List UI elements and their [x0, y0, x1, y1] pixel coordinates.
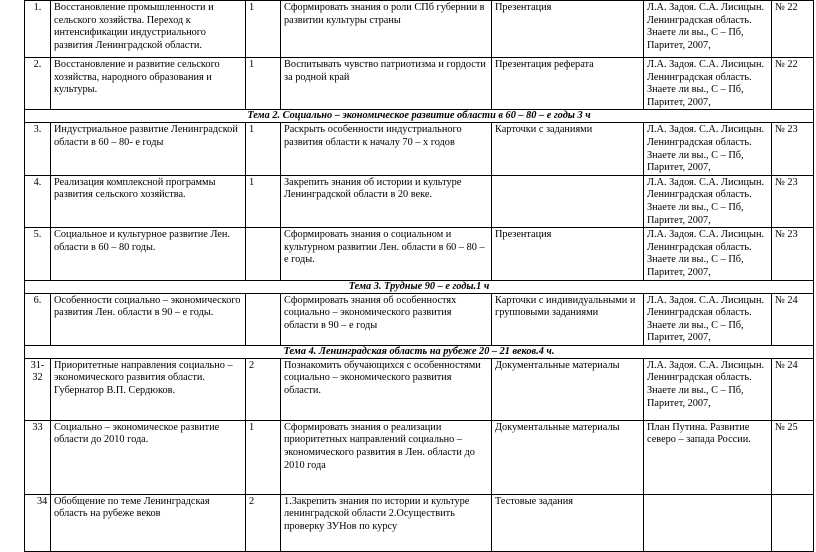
lesson-goal: Сформировать знания об особенностях социально – экономического развития области в 90 – е годы	[281, 293, 492, 345]
table-row	[25, 228, 814, 280]
lesson-source: План Путина. Развитие северо – запада России.	[644, 420, 772, 494]
lesson-goal: Познакомить обучающихся с особенностями социально – экономического развития области.	[281, 358, 492, 420]
lesson-ref: № 22	[772, 58, 814, 110]
lesson-number: 3.	[25, 123, 51, 175]
lesson-ref: № 23	[772, 228, 814, 280]
lesson-goal: Сформировать знания о реализации приоритетных направлений социально – экономического развития в Лен. области до 2010 года	[281, 420, 492, 494]
lesson-goal: Сформировать знания о роли СПб губернии в развитии культуры страны	[281, 1, 492, 58]
topic-heading: Тема 2. Социально – экономическое развитие области в 60 – 80 – е годы 3 ч	[25, 110, 814, 123]
lesson-goal: 1.Закрепить знания по истории и культуре ленинградской области 2.Осуществить проверку ЗУНов по курсу	[281, 494, 492, 551]
lesson-ref: № 23	[772, 175, 814, 227]
lesson-goal: Воспитывать чувство патриотизма и гордости за родной край	[281, 58, 492, 110]
lesson-source: Л.А. Задоя. С.А. Лисицын. Ленинградская область. Знаете ли вы., С – Пб, Паритет, 2007,	[644, 228, 772, 280]
lesson-source: Л.А. Задоя. С.А. Лисицын. Ленинградская область. Знаете ли вы., С – Пб, Паритет, 2007,	[644, 58, 772, 110]
lesson-form: Тестовые задания	[492, 494, 644, 551]
lesson-number: 1.	[25, 1, 51, 58]
lesson-form: Документальные материалы	[492, 358, 644, 420]
lesson-goal: Закрепить знания об истории и культуре Ленинградской области в 20 веке.	[281, 175, 492, 227]
lesson-form: Карточки с заданиями	[492, 123, 644, 175]
lesson-hours: 1	[246, 420, 281, 494]
lesson-goal: Раскрыть особенности индустриального развития области к началу 70 – х годов	[281, 123, 492, 175]
lesson-title: Социально – экономическое развитие области до 2010 года.	[51, 420, 246, 494]
lesson-title: Реализация комплексной программы развития сельского хозяйства.	[51, 175, 246, 227]
lesson-goal: Сформировать знания о социальном и культурном развитии Лен. области в 60 – 80 – е годы.	[281, 228, 492, 280]
lesson-source	[644, 494, 772, 551]
table-row	[25, 494, 814, 551]
lesson-form: Карточки с индивидуальными и групповыми заданиями	[492, 293, 644, 345]
lesson-ref: № 24	[772, 358, 814, 420]
lesson-title: Обобщение по теме Ленинградская область на рубеже веков	[51, 494, 246, 551]
lesson-ref	[772, 494, 814, 551]
table-row	[25, 358, 814, 420]
lesson-ref: № 25	[772, 420, 814, 494]
lesson-title: Социальное и культурное развитие Лен. области в 60 – 80 годы.	[51, 228, 246, 280]
lesson-form: Презентация	[492, 1, 644, 58]
lesson-ref: № 23	[772, 123, 814, 175]
lesson-title: Индустриальное развитие Ленинградской области в 60 – 80- е годы	[51, 123, 246, 175]
lesson-hours: 1	[246, 58, 281, 110]
lesson-ref: № 24	[772, 293, 814, 345]
lesson-number: 31-32	[25, 358, 51, 420]
lesson-source: Л.А. Задоя. С.А. Лисицын. Ленинградская область. Знаете ли вы., С – Пб, Паритет, 2007,	[644, 358, 772, 420]
lesson-hours: 2	[246, 494, 281, 551]
lesson-form	[492, 175, 644, 227]
lesson-title: Восстановление промышленности и сельского хозяйства. Переход к интенсификации индустриального развития Ленинградской области.	[51, 1, 246, 58]
lesson-title: Особенности социально – экономического развития Лен. области в 90 – е годы.	[51, 293, 246, 345]
lesson-number: 33	[25, 420, 51, 494]
lesson-hours: 1	[246, 175, 281, 227]
lesson-ref: № 22	[772, 1, 814, 58]
lesson-form: Презентация реферата	[492, 58, 644, 110]
lesson-form: Документальные материалы	[492, 420, 644, 494]
lesson-number: 5.	[25, 228, 51, 280]
lesson-title: Восстановление и развитие сельского хозяйства, народного образования и культуры.	[51, 58, 246, 110]
lesson-hours: 1	[246, 1, 281, 58]
lesson-number: 4.	[25, 175, 51, 227]
lesson-hours: 1	[246, 123, 281, 175]
lesson-form: Презентация	[492, 228, 644, 280]
topic-row	[25, 345, 814, 358]
topic-heading: Тема 4. Ленинградская область на рубеже 20 – 21 веков.4 ч.	[25, 345, 814, 358]
lesson-title: Приоритетные направления социально – экономического развития области. Губернатор В.П. Сердюков.	[51, 358, 246, 420]
table-row	[25, 293, 814, 345]
topic-row	[25, 110, 814, 123]
table-row	[25, 123, 814, 175]
topic-row	[25, 280, 814, 293]
table-row	[25, 58, 814, 110]
table-row	[25, 420, 814, 494]
lesson-hours	[246, 293, 281, 345]
curriculum-table	[24, 0, 814, 552]
table-row	[25, 175, 814, 227]
table-row	[25, 1, 814, 58]
topic-heading: Тема 3. Трудные 90 – е годы.1 ч	[25, 280, 814, 293]
lesson-hours	[246, 228, 281, 280]
lesson-number: 34	[25, 494, 51, 551]
lesson-hours: 2	[246, 358, 281, 420]
lesson-source: Л.А. Задоя. С.А. Лисицын. Ленинградская область. Знаете ли вы., С – Пб, Паритет, 2007,	[644, 293, 772, 345]
lesson-source: Л.А. Задоя. С.А. Лисицын. Ленинградская область. Знаете ли вы., С – Пб, Паритет, 2007,	[644, 175, 772, 227]
lesson-source: Л.А. Задоя. С.А. Лисицын. Ленинградская область. Знаете ли вы., С – Пб, Паритет, 2007,	[644, 123, 772, 175]
lesson-number: 6.	[25, 293, 51, 345]
lesson-source: Л.А. Задоя. С.А. Лисицын. Ленинградская область. Знаете ли вы., С – Пб, Паритет, 2007,	[644, 1, 772, 58]
lesson-number: 2.	[25, 58, 51, 110]
